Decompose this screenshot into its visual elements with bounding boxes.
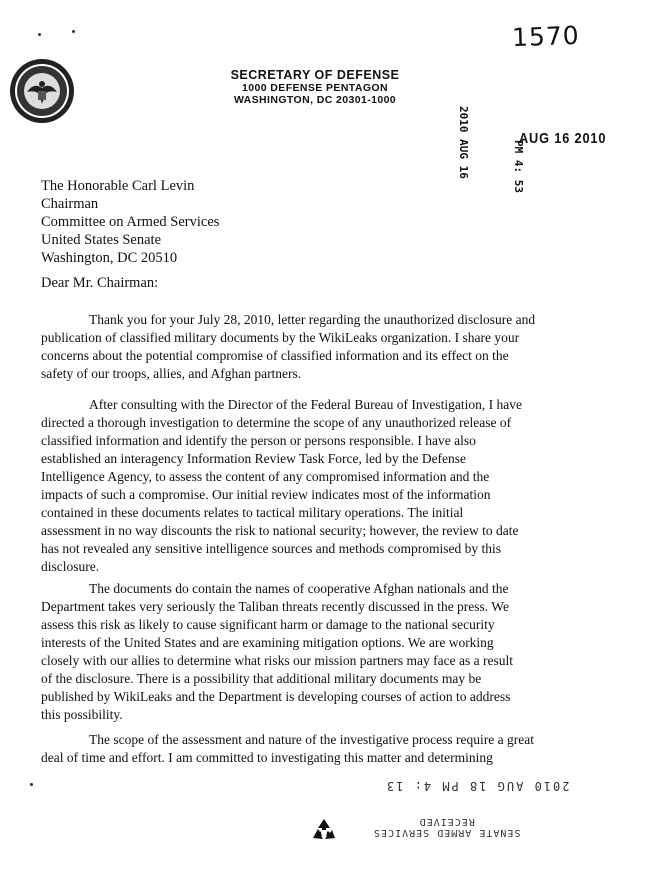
body-line: The documents do contain the names of cooperative Afghan nationals and the [89, 581, 509, 596]
body-line: published by WikiLeaks and the Department is developing courses of action to address [41, 689, 511, 704]
speck [30, 783, 33, 786]
letterhead-address-2: WASHINGTON, DC 20301-1000 [233, 94, 397, 106]
letterhead [200, 68, 430, 106]
salutation: Dear Mr. Chairman: [41, 275, 159, 291]
senate-received-stamp [373, 816, 520, 838]
recycle-icon [309, 816, 339, 846]
body-line: established an interagency Information Review Task Force, led by the Defense [41, 451, 467, 466]
senate-received-stamp-line: RECEIVED [418, 816, 475, 827]
recipient-address [41, 177, 219, 267]
letterhead-address-1: 1000 DEFENSE PENTAGON [242, 82, 388, 94]
body-line: classified information and identify the person or persons responsible. I have also [41, 433, 476, 448]
body-line: interests of the United States and are examining mitigation options. We are working [41, 635, 494, 650]
body-line: Department takes very seriously the Taliban threats recently discussed in the press. We [41, 599, 509, 614]
body-line: publication of classified military documents by the WikiLeaks organization. I share your [41, 330, 520, 345]
body-paragraph [41, 731, 586, 767]
address-line: Committee on Armed Services [41, 214, 220, 230]
senate-received-stamp-time: 2010 AUG 18 PM 4: 13 [385, 779, 570, 793]
body-line: this possibility. [41, 707, 123, 722]
body-line: deal of time and effort. I am committed to investigating this matter and determining [41, 750, 493, 765]
speck [72, 30, 75, 33]
body-line: assess this risk as likely to cause significant harm or damage to the national security [41, 617, 495, 632]
body-line: The scope of the assessment and nature of the investigative process require a great [89, 732, 534, 747]
body-paragraph [41, 580, 586, 724]
received-stamp-vertical: 2010 AUG 16 [457, 106, 470, 179]
body-line: contained in these documents relates to tactical military operations. The initial [41, 505, 464, 520]
received-stamp-time: PM 4: 53 [512, 140, 525, 193]
body-line: Thank you for your July 28, 2010, letter regarding the unauthorized disclosure and [89, 312, 536, 327]
body-line: Intelligence Agency, to assess the content of any compromised information and the [41, 469, 490, 484]
handwritten-number: 1570 [511, 20, 581, 53]
body-line: closely with our allies to determine what risks our mission partners may face as a result [41, 653, 513, 668]
body-line: has not revealed any sensitive intelligence sources and methods compromised by this [41, 541, 502, 556]
dod-seal-icon [9, 58, 75, 124]
address-line: The Honorable Carl Levin [41, 178, 195, 194]
received-stamp-date: AUG 16 2010 [519, 130, 607, 147]
body-line: concerns about the potential compromise of classified information and its effect on the [41, 348, 509, 363]
address-line: United States Senate [41, 232, 162, 248]
letterhead-title: SECRETARY OF DEFENSE [230, 68, 400, 82]
body-paragraph [41, 311, 586, 383]
body-line: disclosure. [41, 559, 100, 574]
body-line: of the disclosure. There is a possibility that additional military documents may be [41, 671, 482, 686]
speck [38, 33, 41, 36]
address-line: Chairman [41, 196, 99, 212]
body-line: After consulting with the Director of the Federal Bureau of Investigation, I have [89, 397, 522, 412]
address-line: Washington, DC 20510 [41, 250, 178, 266]
body-line: impacts of such a compromise. Our initial review indicates most of the information [41, 487, 491, 502]
body-line: safety of our troops, allies, and Afghan partners. [41, 366, 302, 381]
senate-received-stamp-line: SENATE ARMED SERVICES [373, 827, 521, 838]
body-paragraph [41, 396, 586, 576]
body-line: directed a thorough investigation to determine the scope of any unauthorized release of [41, 415, 512, 430]
body-line: assessment in no way discounts the risk to national security; however, the review to date [41, 523, 519, 538]
